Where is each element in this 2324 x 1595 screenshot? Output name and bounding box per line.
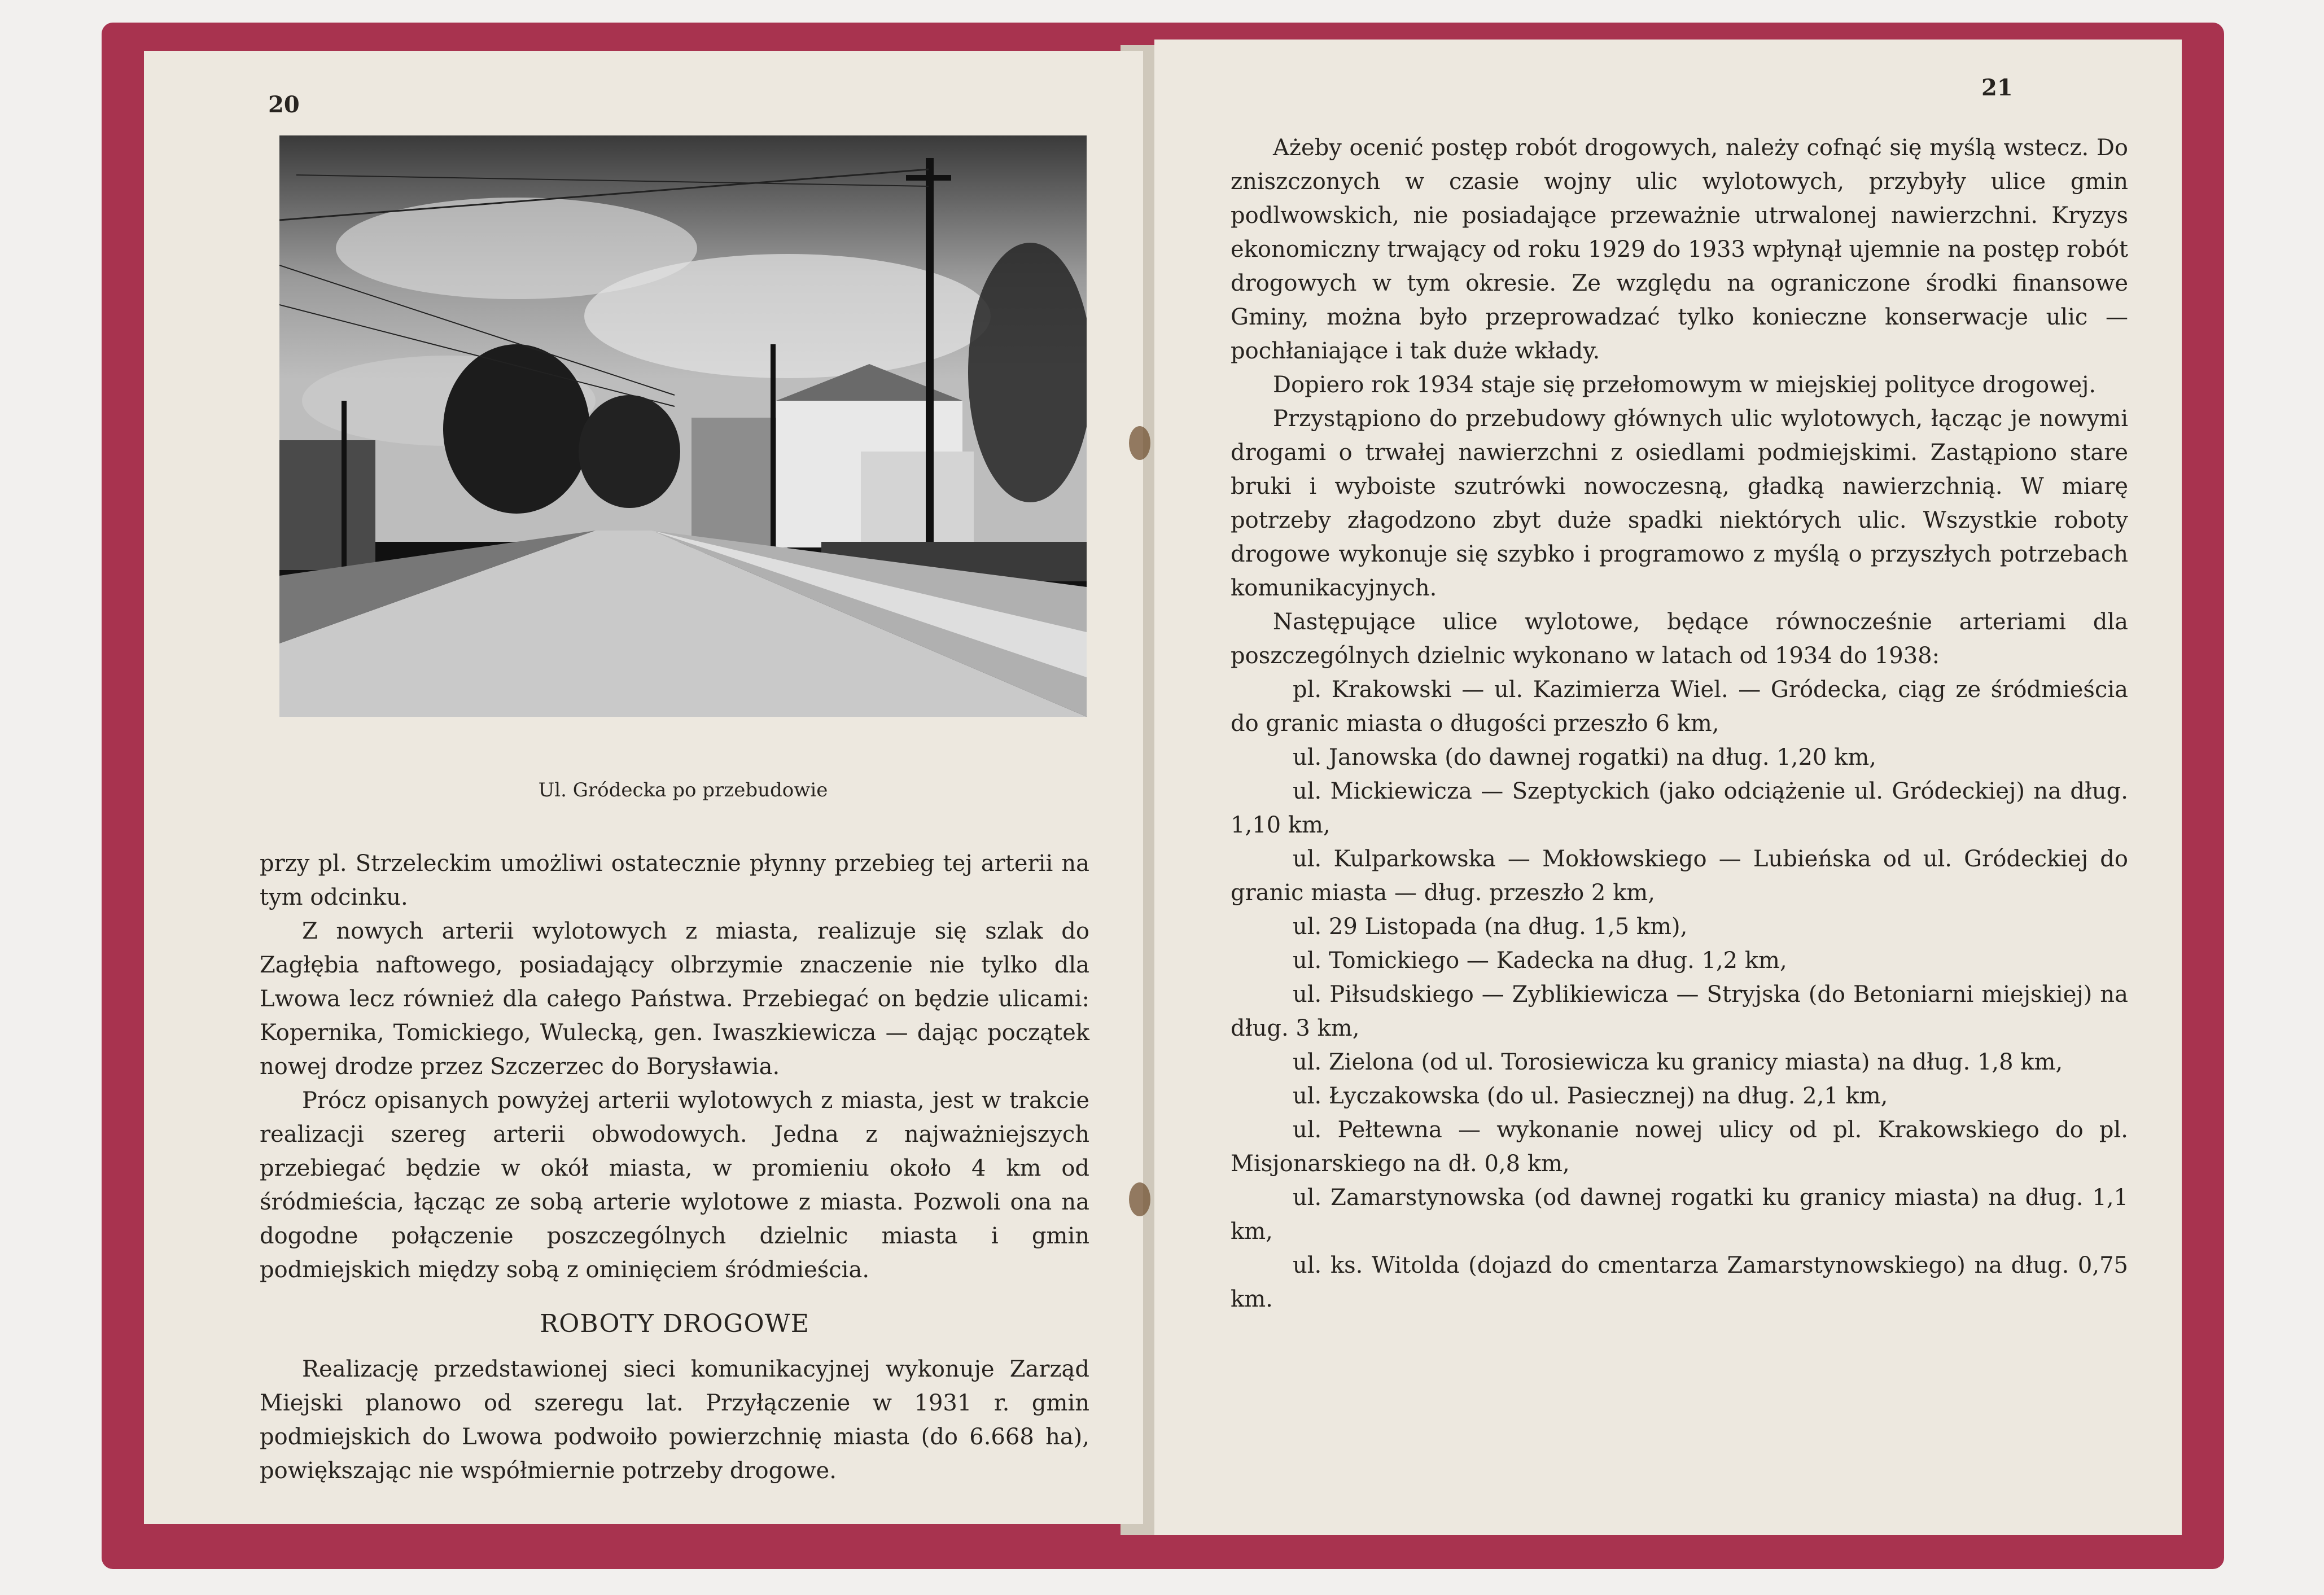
list-item: ul. Piłsudskiego — Zyblikiewicza — Stryjska (do Betoniarni miejskiej) na dług. 3 km,	[1231, 981, 2128, 1041]
paragraph: Ażeby ocenić postęp robót drogowych, należy cofnąć się myślą wstecz. Do zniszczonych w czasie wojny ulic wylotowych, przybyły ulice gmin podlwowskich, nie posiadające przeważnie utrwalonej nawierzchni. Kryzys ekonomiczny trwający od roku 1929 do 1933 wpłynął ujemnie na postęp robót drogowych w tym okresie. Ze względu na ograniczone środki finansowe Gminy, można było przeprowadzać tylko konieczne konserwacje ulic — pochłaniające i tak duże wkłady.	[1231, 135, 2128, 364]
list-item: ul. Janowska (do dawnej rogatki) na dług. 1,20 km,	[1293, 744, 1876, 770]
photo-caption: Ul. Gródecka po przebudowie	[538, 779, 828, 801]
list-item: ul. Zamarstynowska (od dawnej rogatki ku granicy miasta) na dług. 1,1 km,	[1231, 1185, 2128, 1245]
list-item: ul. Łyczakowska (do ul. Pasiecznej) na dług. 2,1 km,	[1293, 1083, 1888, 1109]
list-item: ul. ks. Witolda (dojazd do cmentarza Zamarstynowskiego) na dług. 0,75 km.	[1231, 1252, 2128, 1312]
list-item: pl. Krakowski — ul. Kazimierza Wiel. — Gródecka, ciąg ze śródmieścia do granic miasta o długości przeszło 6 km,	[1231, 677, 2128, 737]
paragraph: Przystąpiono do przebudowy głównych ulic wylotowych, łącząc je nowymi drogami o trwałej nawierzchni z osiedlami podmiejskimi. Zastąpiono stare bruki i wyboiste szutrówki nowoczesną, gładką nawierzchnią. W miarę potrzeby złagodzono zbyt duże spadki niektórych ulic. Wszystkie roboty drogowe wykonuje się szybko i programowo z myślą o przyszłych potrzebach komunikacyjnych.	[1231, 406, 2128, 601]
street-photo	[279, 135, 1087, 717]
page-number-right: 21	[1981, 75, 2013, 101]
list-item: ul. Zielona (od ul. Torosiewicza ku granicy miasta) na dług. 1,8 km,	[1293, 1049, 2063, 1075]
paragraph: Prócz opisanych powyżej arterii wylotowych z miasta, jest w trakcie realizacji szereg arterii obwodowych. Jedna z najważniejszych przebiegać będzie w okół miasta, w promieniu około 4 km od śródmieścia, łącząc ze sobą arterie wylotowe z miasta. Pozwoli ona na dogodne połączenie poszczególnych dzielnic miasta i gmin podmiejskich między sobą z ominięciem śródmieścia.	[260, 1088, 1089, 1283]
right-body-text	[1231, 131, 2128, 1316]
list-item: ul. Pełtewna — wykonanie nowej ulicy od pl. Krakowskiego do pl. Misjonarskiego na dł. 0,8 km,	[1231, 1117, 2128, 1177]
binding-hole-bottom	[1129, 1182, 1150, 1216]
page-number-left: 20	[268, 91, 300, 118]
list-item: ul. Kulparkowska — Mokłowskiego — Lubieńska od ul. Gródeckiej do granic miasta — dług. przeszło 2 km,	[1231, 846, 2128, 906]
binding-hole-top	[1129, 426, 1150, 460]
left-page	[144, 51, 1143, 1524]
list-item: ul. Mickiewicza — Szeptyckich (jako odciążenie ul. Gródeckiej) na dług. 1,10 km,	[1231, 778, 2128, 838]
right-page	[1154, 40, 2182, 1535]
list-item: ul. 29 Listopada (na dług. 1,5 km),	[1293, 914, 1688, 940]
paragraph: Następujące ulice wylotowe, będące równocześnie arteriami dla poszczególnych dzielnic wykonano w latach od 1934 do 1938:	[1231, 609, 2128, 669]
paragraph: Dopiero rok 1934 staje się przełomowym w miejskiej polityce drogowej.	[1273, 372, 2097, 398]
street-list	[1231, 673, 2128, 1316]
list-item: ul. Tomickiego — Kadecka na dług. 1,2 km,	[1293, 948, 1787, 974]
left-body-text	[260, 847, 1089, 1488]
section-heading: ROBOTY DROGOWE	[540, 1309, 809, 1338]
paragraph: przy pl. Strzeleckim umożliwi ostatecznie płynny przebieg tej arterii na tym odcinku.	[260, 851, 1089, 910]
paragraph: Realizację przedstawionej sieci komunikacyjnej wykonuje Zarząd Miejski planowo od szeregu lat. Przyłączenie w 1931 r. gmin podmiejskich do Lwowa podwoiło powierzchnię miasta (do 6.668 ha), powiększając nie współmiernie potrzeby drogowe.	[260, 1356, 1089, 1484]
paragraph: Z nowych arterii wylotowych z miasta, realizuje się szlak do Zagłębia naftowego, posiadający olbrzymie znaczenie nie tylko dla Lwowa lecz również dla całego Państwa. Przebiegać on będzie ulicami: Kopernika, Tomickiego, Wulecką, gen. Iwaszkiewicza — dając początek nowej drodze przez Szczerzec do Borysławia.	[260, 918, 1089, 1080]
